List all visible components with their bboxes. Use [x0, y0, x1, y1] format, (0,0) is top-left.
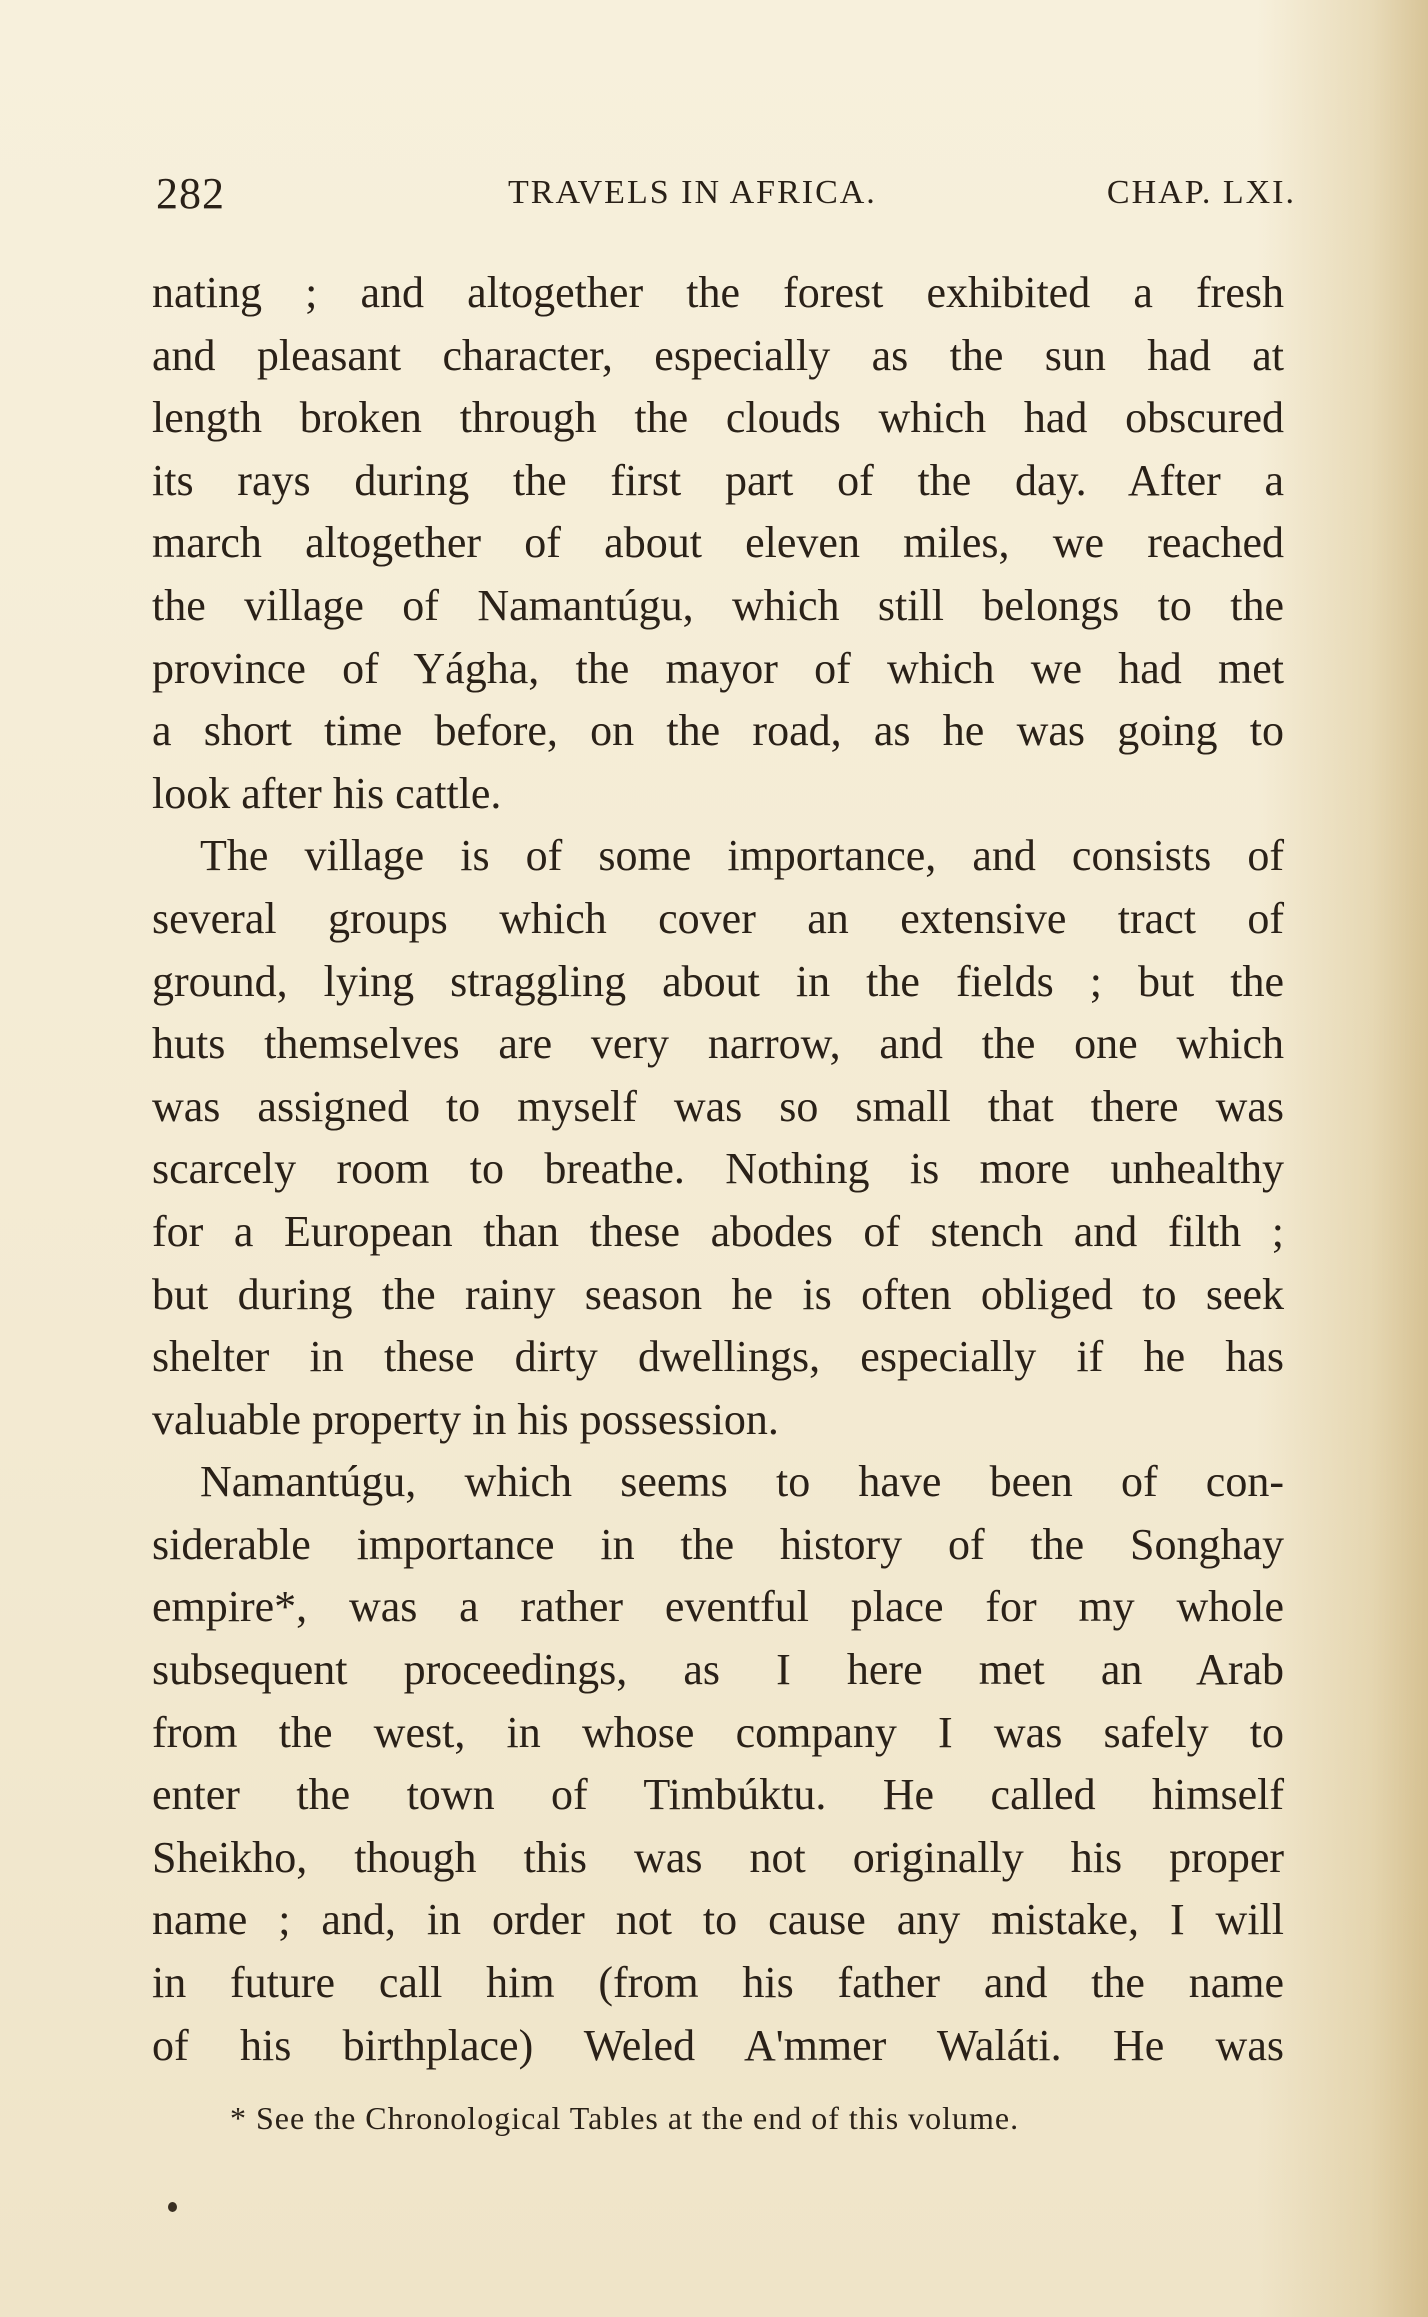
- page-header: [156, 168, 1296, 228]
- text-line: Namantúgu, which seems to have been of con-: [200, 1457, 1284, 1507]
- text-line: its rays during the first part of the day. After a: [152, 455, 1284, 505]
- text-line: name ; and, in order not to cause any mistake, I will: [152, 1895, 1284, 1945]
- text-line: a short time before, on the road, as he was going to: [152, 706, 1284, 756]
- text-line: valuable property in his possession.: [152, 1394, 779, 1444]
- text-line: length broken through the clouds which had obscured: [152, 393, 1284, 443]
- text-line: but during the rainy season he is often obliged to seek: [152, 1269, 1284, 1319]
- text-line: ground, lying straggling about in the fields ; but the: [152, 956, 1284, 1006]
- running-title: TRAVELS IN AFRICA.: [508, 174, 877, 211]
- text-line: the village of Namantúgu, which still belongs to the: [152, 580, 1284, 630]
- text-line: empire*, was a rather eventful place for my whole: [152, 1582, 1284, 1632]
- text-line: from the west, in whose company I was safely to: [152, 1707, 1284, 1757]
- text-line: for a European than these abodes of stench and filth ;: [152, 1206, 1284, 1256]
- text-line: scarcely room to breathe. Nothing is more unhealthy: [152, 1144, 1284, 1194]
- text-line: huts themselves are very narrow, and the one which: [152, 1019, 1284, 1069]
- page-number: 282: [156, 169, 225, 218]
- text-line: in future call him (from his father and the name: [152, 1958, 1284, 2008]
- text-line: several groups which cover an extensive tract of: [152, 893, 1284, 943]
- body-text: [152, 262, 1284, 2077]
- text-line: shelter in these dirty dwellings, especially if he has: [152, 1332, 1284, 1382]
- text-line: look after his cattle.: [152, 768, 502, 818]
- chapter-heading: CHAP. LXI.: [1106, 174, 1296, 211]
- text-line: province of Yágha, the mayor of which we had met: [152, 643, 1284, 693]
- text-line: siderable importance in the history of the Songhay: [152, 1519, 1284, 1569]
- text-line: Sheikho, though this was not originally his proper: [152, 1832, 1284, 1882]
- text-line: nating ; and altogether the forest exhibited a fresh: [152, 268, 1284, 317]
- text-line: march altogether of about eleven miles, we reached: [152, 518, 1284, 568]
- text-line: and pleasant character, especially as the sun had at: [152, 330, 1284, 380]
- text-line: was assigned to myself was so small that there was: [152, 1081, 1284, 1131]
- text-line: of his birthplace) Weled A'mmer Waláti. He was: [152, 2020, 1284, 2070]
- text-line: The village is of some importance, and consists of: [200, 831, 1284, 881]
- ink-speck: [168, 2202, 177, 2212]
- footnote: * See the Chronological Tables at the end of this volume.: [230, 2100, 1020, 2136]
- text-line: enter the town of Timbúktu. He called himself: [152, 1770, 1284, 1820]
- text-line: subsequent proceedings, as I here met an Arab: [152, 1645, 1284, 1695]
